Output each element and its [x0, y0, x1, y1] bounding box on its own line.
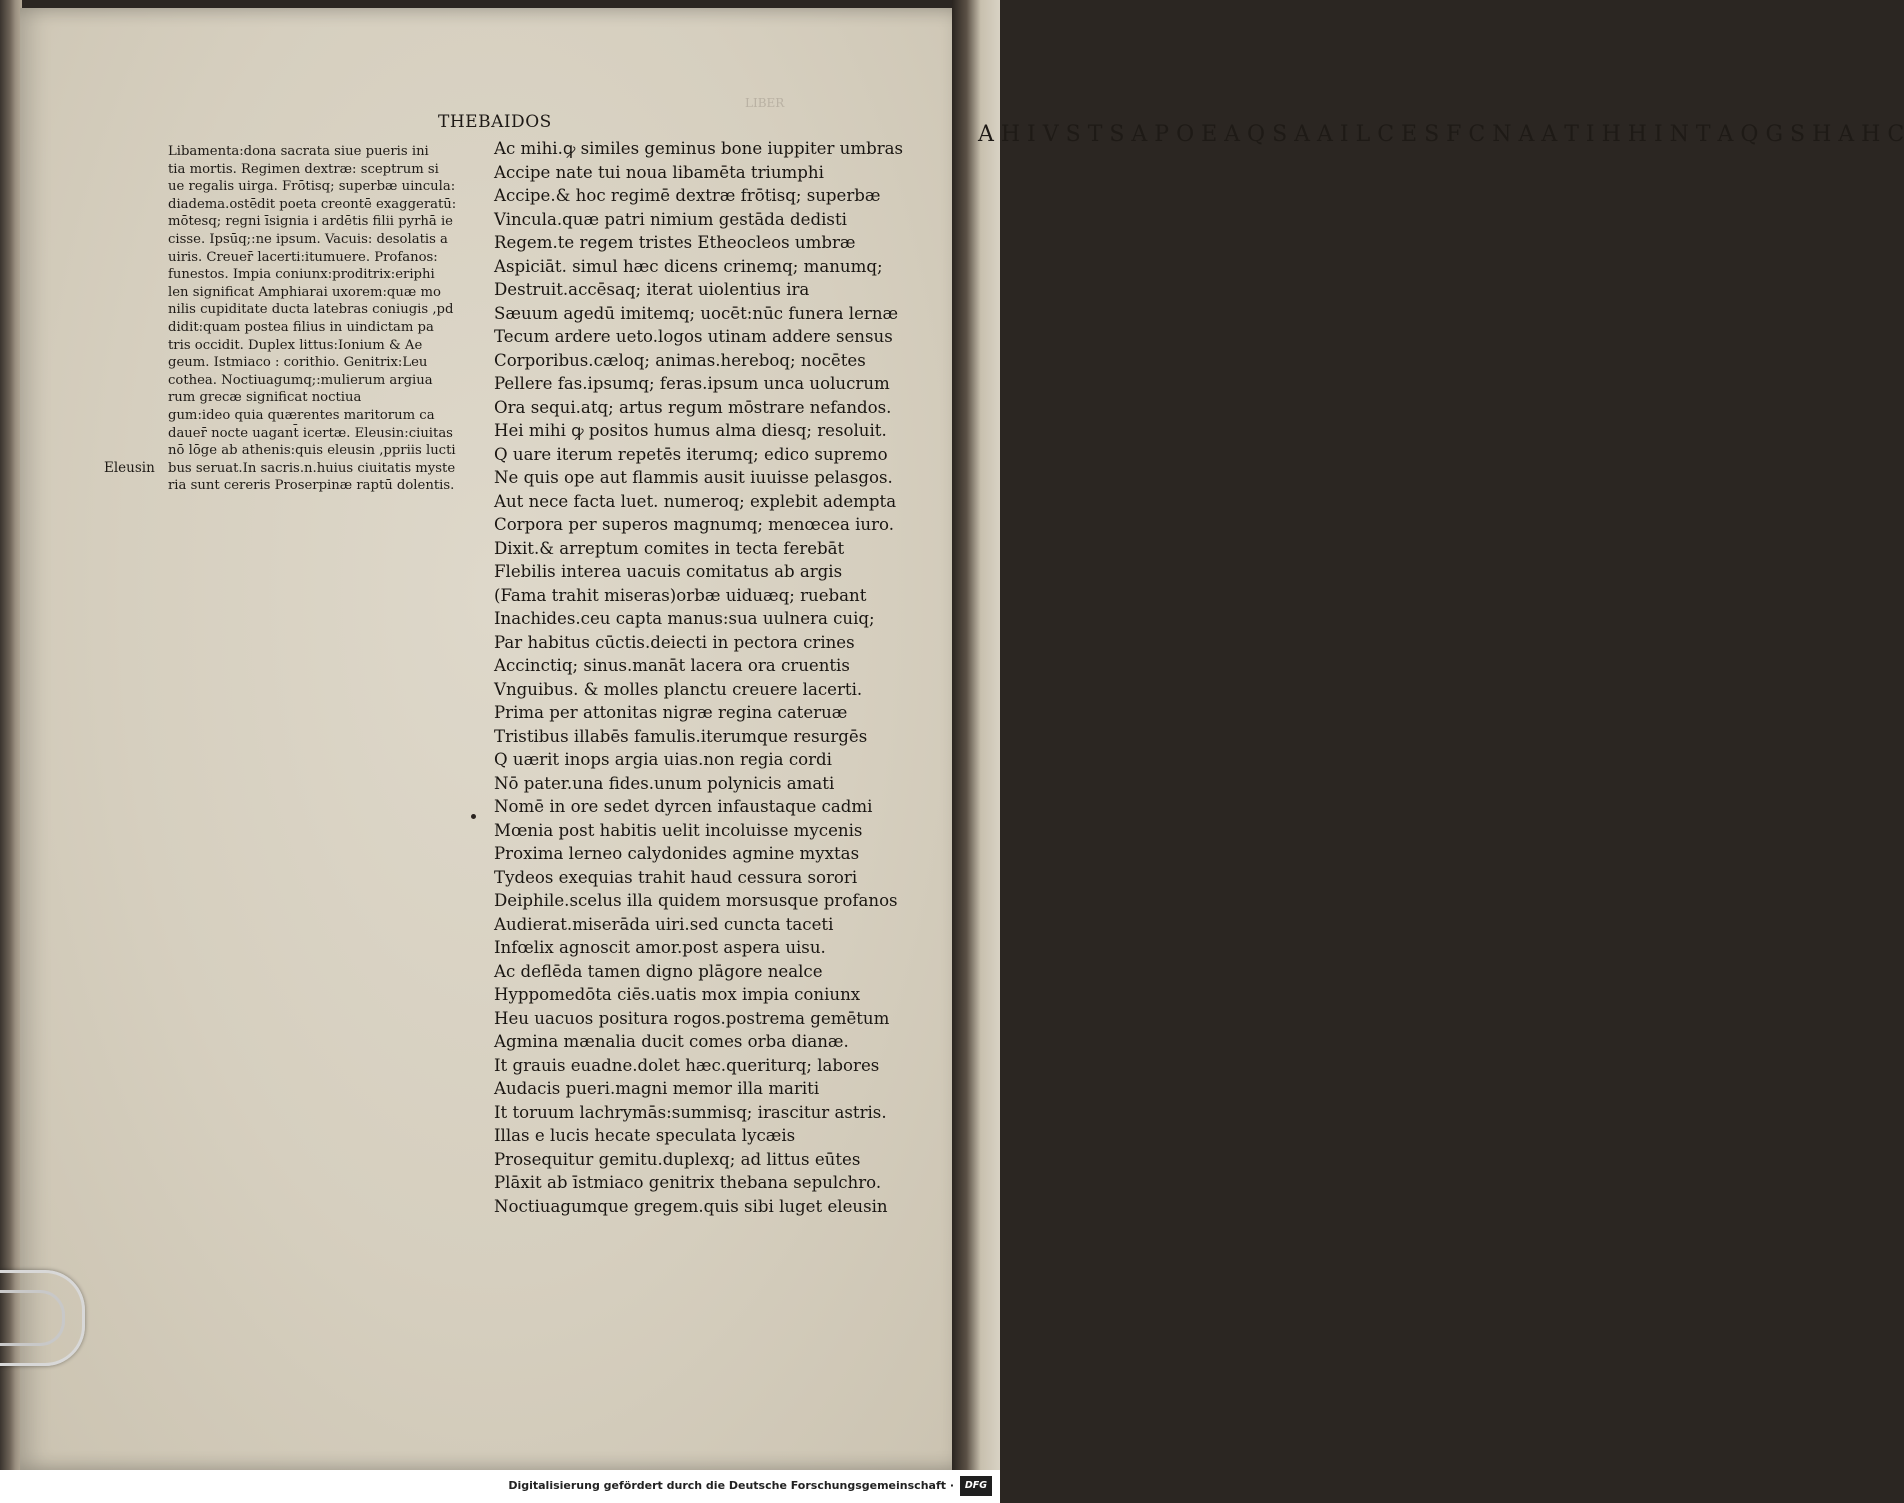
- poem-line: Corporibus.cæloq; animas.hereboq; nocētes: [494, 350, 866, 370]
- poem-line: Mœnia post habitis uelit incoluisse mycenis: [494, 820, 863, 840]
- commentary-line: nō lōge ab athenis:quis eleusin ,ppriis lucti: [168, 443, 456, 459]
- poem-line: Inachides.ceu capta manus:sua uulnera cuiq;: [494, 609, 875, 628]
- poem-line: Q uærit inops argia uias.non regia cordi: [494, 750, 832, 769]
- poem-line: Vincula.quæ patri nimium gestāda dedisti: [494, 209, 847, 229]
- poem-line: Proxima lerneo calydonides agmine myxtas: [494, 844, 860, 863]
- poem-line: Tecum ardere ueto.logos utinam addere sensus: [494, 327, 893, 346]
- poem-line: Sæuum agedū imitemq; uocēt:nūc funera lernæ: [494, 303, 899, 323]
- commentary-block: [168, 143, 484, 495]
- poem-line: Ac mihi.ꝙ similes geminus bone iuppiter umbras: [494, 139, 904, 158]
- poem-line: Audierat.miserāda uiri.sed cuncta taceti: [494, 914, 834, 934]
- poem-line: Destruit.accēsaq; iterat uiolentius ira: [494, 280, 810, 299]
- commentary-line: rum grecæ significat noctiua: [168, 390, 362, 406]
- poem-line: Flebilis interea uacuis comitatus ab argis: [494, 562, 843, 581]
- dfg-logo: DFG: [960, 1476, 992, 1496]
- poem-line: Pellere fas.ipsumq; feras.ipsum unca uolucrum: [494, 374, 890, 393]
- faint-show-through-heading: LIBER: [745, 96, 785, 110]
- footer-credit: Digitalisierung gefördert durch die Deutsche Forschungsgemeinschaft ·: [508, 1479, 954, 1492]
- poem-line: Heu uacuos positura rogos.postrema gemētum: [494, 1008, 890, 1028]
- poem-line: Regem.te regem tristes Etheocleos umbræ: [494, 233, 856, 252]
- facing-page-edge-text: A H I V S T S A P O E A Q S A A I L C E S F C N A A T I H H I N T A Q G S H A H C: [978, 122, 1904, 147]
- poem-line: Aspiciāt. simul hæc dicens crinemq; manumq;: [494, 256, 883, 276]
- commentary-line: len significat Amphiarai uxorem:quæ mo: [168, 284, 441, 300]
- poem-line: Plāxit ab īstmiaco genitrix thebana sepulchro.: [494, 1173, 882, 1192]
- commentary-line: uiris. Creuer̄ lacerti:itumuere. Profanos:: [168, 249, 438, 265]
- poem-line: Agmina mænalia ducit comes orba dianæ.: [494, 1032, 849, 1051]
- commentary-line: bus seruat.In sacris.n.huius ciuitatis myste: [168, 460, 456, 476]
- poem-line: Hei mihi ꝙ positos humus alma diesq; resoluit.: [494, 421, 887, 440]
- poem-line: Vnguibus. & molles planctu creuere lacerti.: [494, 679, 863, 699]
- poem-line: Prosequitur gemitu.duplexq; ad littus eūtes: [494, 1149, 861, 1169]
- poem-line: Infœlix agnoscit amor.post aspera uisu.: [494, 938, 826, 957]
- commentary-line: funestos. Impia coniunx:proditrix:eriphi: [168, 267, 435, 283]
- poem-line: Nomē in ore sedet dyrcen infaustaque cadmi: [494, 797, 873, 816]
- commentary-line: mōtesq; regni īsignia i ardētis filii pyrhā ie: [168, 214, 453, 230]
- commentary-line: geum. Istmiaco : corithio. Genitrix:Leu: [168, 355, 428, 371]
- commentary-line: Libamenta:dona sacrata siue pueris ini: [168, 144, 429, 159]
- poem-line: Prima per attonitas nigræ regina cateruæ: [494, 703, 848, 722]
- poem-line: Aut nece facta luet. numeroq; explebit adempta: [494, 491, 897, 511]
- poem-line: Tristibus illabēs famulis.iterumque resurgēs: [494, 726, 868, 746]
- poem-line: It grauis euadne.dolet hæc.queriturq; labores: [494, 1055, 880, 1075]
- poem-line: (Fama trahit miseras)orbæ uiduæq; ruebant: [494, 585, 867, 605]
- poem-line: Accipe.& hoc regimē dextræ frōtisq; superbæ: [494, 186, 881, 205]
- paper-clip-inner-icon: [0, 1290, 65, 1346]
- book-spine-edge: [0, 0, 22, 1470]
- poem-line: Q uare iterum repetēs iterumq; edico supremo: [494, 444, 888, 464]
- poem-line: Accinctiq; sinus.manāt lacera ora cruentis: [494, 656, 850, 675]
- poem-line: It toruum lachrymās:summisq; irascitur astris.: [494, 1102, 887, 1122]
- poem-text-block: [494, 137, 934, 1218]
- commentary-line: gum:ideo quia quærentes maritorum ca: [168, 407, 435, 423]
- poem-line: Noctiuagumque gregem.quis sibi luget eleusin: [494, 1196, 888, 1216]
- margin-note: Eleusin: [104, 460, 155, 476]
- poem-line: Deiphile.scelus illa quidem morsusque profanos: [494, 891, 898, 910]
- poem-line: Hyppomedōta ciēs.uatis mox impia coniunx: [494, 985, 861, 1004]
- poem-line: Accipe nate tui noua libamēta triumphi: [494, 162, 824, 182]
- commentary-line: cothea. Noctiuagumq;:mulierum argiua: [168, 372, 433, 388]
- ink-speck: [471, 814, 476, 819]
- poem-line: Nō pater.una fides.unum polynicis amati: [494, 773, 835, 793]
- poem-line: Audacis pueri.magni memor illa mariti: [494, 1079, 820, 1098]
- footer-bar: [0, 1470, 1000, 1503]
- poem-line: Ora sequi.atq; artus regum mōstrare nefandos.: [494, 397, 892, 417]
- commentary-line: tris occidit. Duplex littus:Ionium & Ae: [168, 337, 423, 353]
- poem-line: Par habitus cūctis.deiecti in pectora crines: [494, 632, 855, 652]
- commentary-line: ria sunt cereris Proserpinæ raptū dolentis.: [168, 478, 455, 494]
- poem-line: Illas e lucis hecate speculata lycæis: [494, 1126, 796, 1145]
- running-title: THEBAIDOS: [438, 112, 552, 132]
- commentary-line: didit:quam postea filius in uindictam pa: [168, 319, 434, 335]
- poem-line: Dixit.& arreptum comites in tecta ferebāt: [494, 538, 845, 558]
- commentary-line: dauer̄ nocte uagant̄ icertæ. Eleusin:ciuitas: [168, 425, 453, 441]
- commentary-line: diadema.ostēdit poeta creontē exaggeratū:: [168, 196, 457, 212]
- poem-line: Tydeos exequias trahit haud cessura sorori: [494, 867, 858, 887]
- poem-line: Corpora per superos magnumq; menœcea iuro.: [494, 515, 895, 534]
- commentary-line: nilis cupiditate ducta latebras coniugis ,pd: [168, 302, 454, 318]
- commentary-line: cisse. Ipsūq;:ne ipsum. Vacuis: desolatis a: [168, 231, 448, 247]
- commentary-line: tia mortis. Regimen dextræ: sceptrum si: [168, 161, 439, 177]
- poem-line: Ne quis ope aut flammis ausit iuuisse pelasgos.: [494, 468, 893, 487]
- poem-line: Ac deflēda tamen digno plāgore nealce: [494, 961, 823, 981]
- commentary-line: ue regalis uirga. Frōtisq; superbæ uincula:: [168, 179, 456, 195]
